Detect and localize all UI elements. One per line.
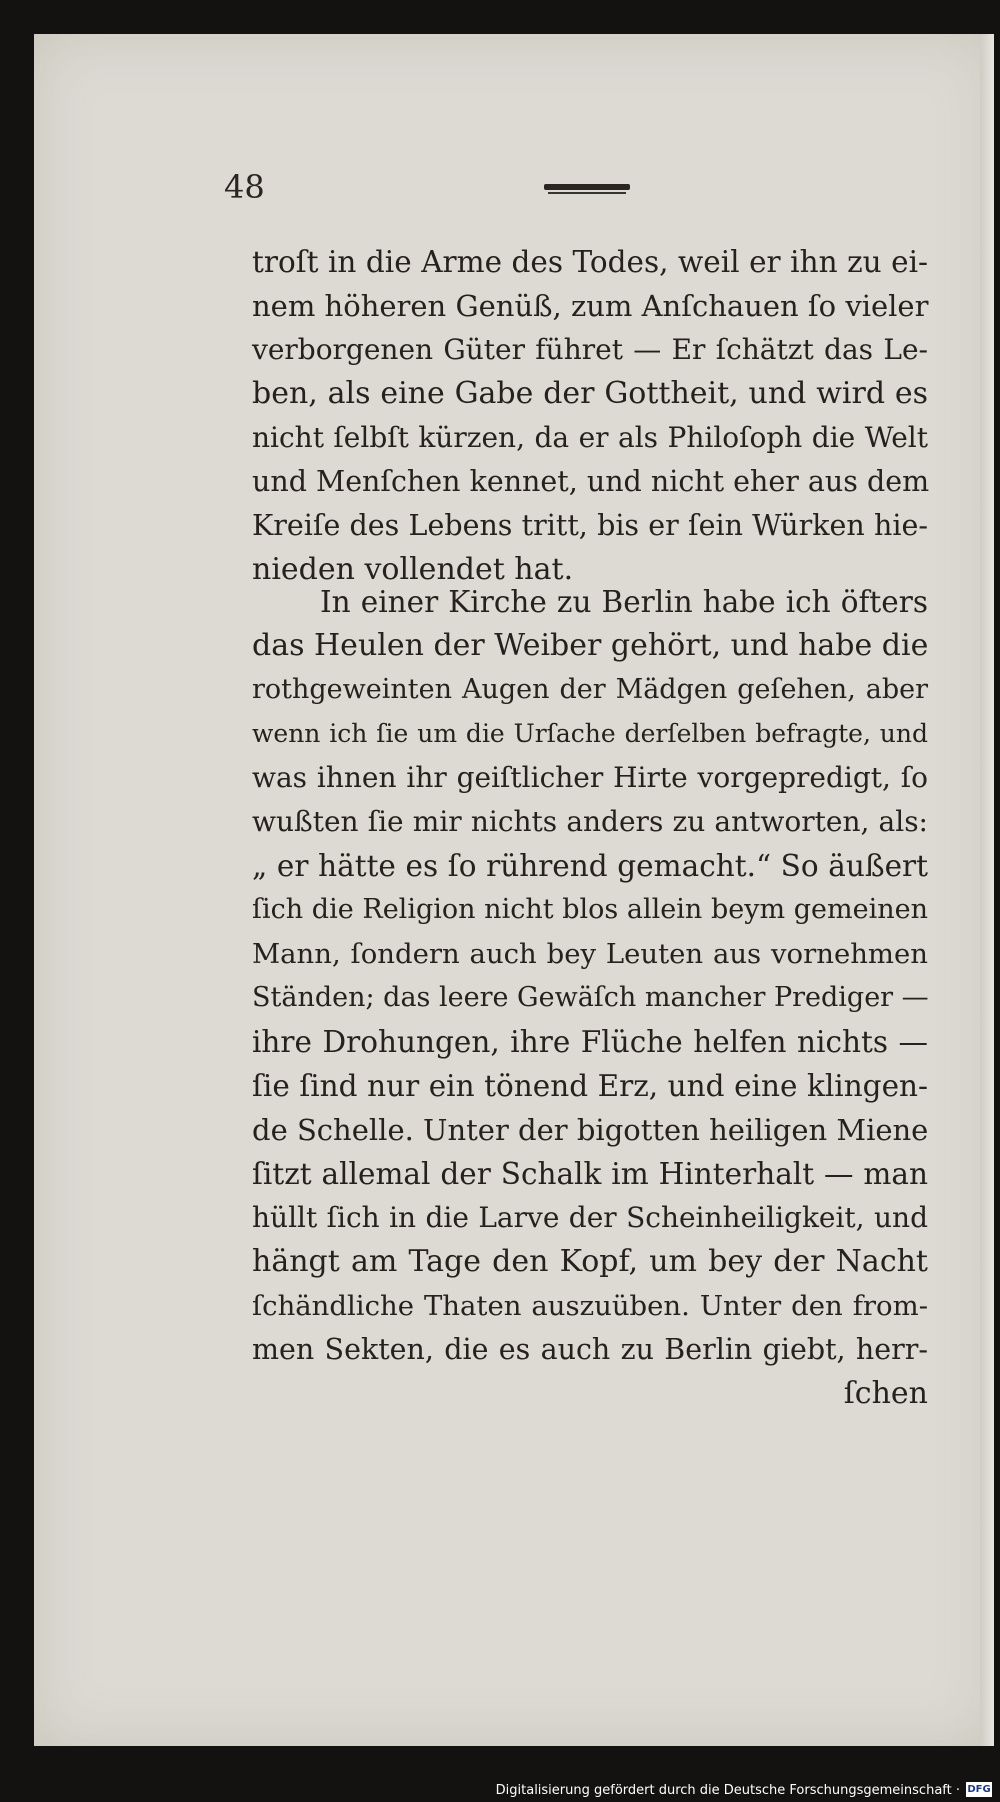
text-line: de Schelle. Unter der bigotten heiligen Miene	[252, 1113, 929, 1147]
text-line: Kreiſe des Lebens tritt, bis er ſein Würken hie-	[252, 509, 928, 542]
header-rule-thin	[548, 192, 626, 194]
text-line: ſie ſind nur ein tönend Erz, und eine klingen-	[252, 1069, 928, 1103]
text-line: nem höheren Genüß, zum Anſchauen ſo vieler	[252, 289, 929, 323]
funding-credit: Digitalisierung gefördert durch die Deutsche Forschungsgemeinschaft ·	[495, 1783, 960, 1798]
text-line: verborgenen Güter führet — Er ſchätzt das Le-	[252, 333, 928, 366]
paragraph-2	[252, 580, 928, 1416]
text-line: In einer Kirche zu Berlin habe ich öfters	[320, 585, 928, 619]
header-ornament-rule	[544, 184, 630, 196]
dfg-logo: DFG	[967, 1784, 991, 1795]
text-line: das Heulen der Weiber gehört, und habe die	[252, 628, 929, 663]
header-rule-thick	[544, 184, 630, 190]
paragraph-1	[252, 240, 928, 592]
text-line: ſchändliche Thaten auszuüben. Unter den from-	[252, 1290, 928, 1322]
text-line: Mann, ſondern auch bey Leuten aus vornehmen	[252, 938, 928, 970]
text-line: und Menſchen kennet, und nicht eher aus dem	[252, 465, 930, 498]
text-line: ſitzt allemal der Schalk im Hinterhalt — man	[252, 1157, 928, 1191]
text-line: ben, als eine Gabe der Gottheit, und wird es	[252, 376, 928, 411]
text-line: rothgeweinten Augen der Mädgen geſehen, aber	[252, 674, 928, 705]
text-line: nicht ſelbſt kürzen, da er als Philoſoph die Welt	[252, 421, 928, 454]
text-line: hängt am Tage den Kopf, um bey der Nacht	[252, 1244, 928, 1279]
text-line: hüllt ſich in die Larve der Scheinheiligkeit, und	[252, 1201, 928, 1234]
text-line: wenn ich ſie um die Urſache derſelben befragte, und	[252, 719, 928, 748]
text-line: ſich die Religion nicht blos allein beym gemeinen	[252, 894, 928, 925]
page-edge	[980, 34, 994, 1746]
text-line: was ihnen ihr geiſtlicher Hirte vorgepredigt, ſo	[252, 761, 928, 794]
text-line: ihre Drohungen, ihre Flüche helfen nichts —	[252, 1025, 928, 1059]
text-line: nieden vollendet hat.	[252, 552, 574, 587]
page-number: 48	[224, 168, 265, 206]
text-line: troſt in die Arme des Todes, weil er ihn zu ei-	[252, 245, 928, 279]
text-line: wußten ſie mir nichts anders zu antworten, als:	[252, 805, 928, 838]
text-line: „ er hätte es ſo rührend gemacht.“ So äußert	[252, 849, 928, 883]
page-header	[224, 168, 824, 218]
text-line: Ständen; das leere Gewäſch mancher Prediger —	[252, 982, 929, 1013]
footer-bar	[0, 1776, 1000, 1802]
text-line: men Sekten, die es auch zu Berlin giebt, herr-	[252, 1333, 928, 1366]
catchword: ſchen	[843, 1376, 928, 1411]
